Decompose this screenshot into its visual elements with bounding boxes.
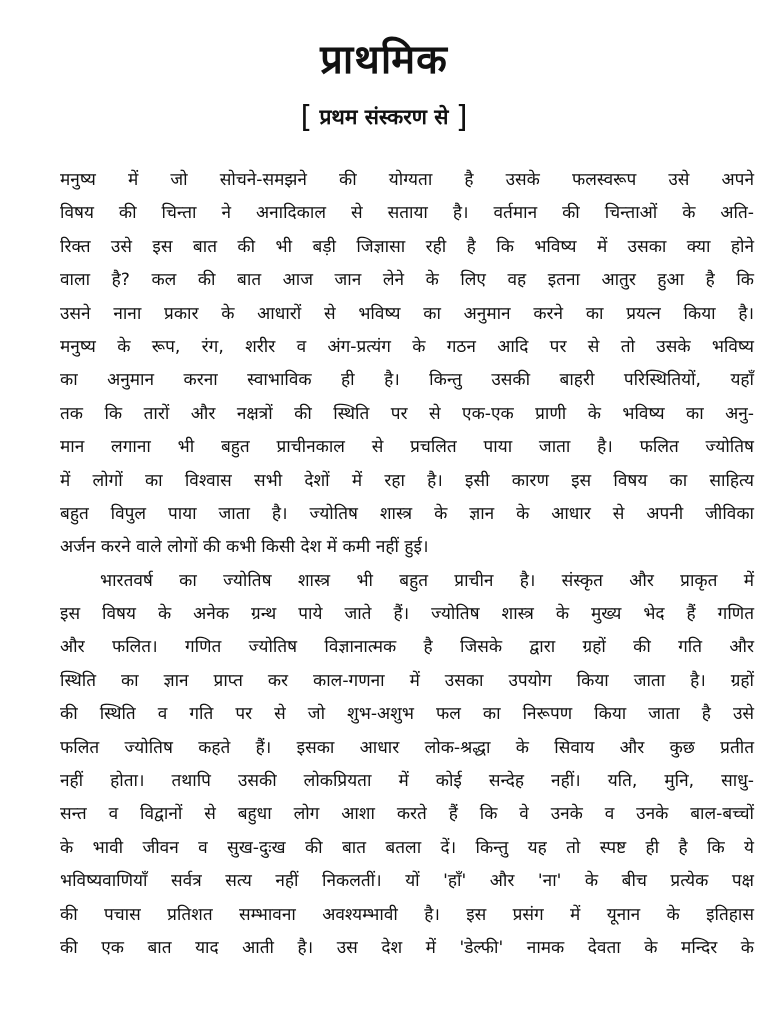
text-line: मनुष्य में जो सोचने-समझने की योग्यता है उसके फलस्वरूप उसे अपने bbox=[60, 170, 754, 190]
text-line: भारतवर्ष का ज्योतिष शास्त्र भी बहुत प्राचीन है। संस्कृत और प्राकृत में bbox=[100, 570, 754, 591]
text-line: के भावी जीवन व सुख-दुःख की बात बतला दें। किन्तु यह तो स्पष्ट ही है कि ये bbox=[60, 837, 754, 858]
text-line: की एक बात याद आती है। उस देश में 'डेल्फी' नामक देवता के मन्दिर के bbox=[60, 937, 754, 958]
text-line: बहुत विपुल पाया जाता है। ज्योतिष शास्त्र के ज्ञान के आधार से अपनी जीविका bbox=[60, 503, 754, 524]
text-line: स्थिति का ज्ञान प्राप्त कर काल-गणना में उसका उपयोग किया जाता है। ग्रहों bbox=[60, 670, 754, 691]
text-line: रिक्त उसे इस बात की भी बड़ी जिज्ञासा रही है कि भविष्य में उसका क्या होने bbox=[60, 236, 754, 257]
page-title: प्राथमिक bbox=[320, 37, 448, 83]
text-line: मनुष्य के रूप, रंग, शरीर व अंग-प्रत्यंग के गठन आदि पर से तो उसके भविष्य bbox=[60, 336, 754, 357]
text-line: उसने नाना प्रकार के आधारों से भविष्य का अनुमान करने का प्रयत्न किया है। bbox=[60, 303, 754, 324]
text-line: में लोगों का विश्वास सभी देशों में रहा है। इसी कारण इस विषय का साहित्य bbox=[60, 470, 754, 491]
text-line: वाला है? कल की बात आज जान लेने के लिए वह इतना आतुर हुआ है कि bbox=[60, 270, 754, 291]
page-subtitle bbox=[0, 100, 768, 135]
text-line: अर्जन करने वाले लोगों की कभी किसी देश में कमी नहीं हुई। bbox=[60, 537, 429, 558]
text-line: फलित ज्योतिष कहते हैं। इसका आधार लोक-श्रद्धा के सिवाय और कुछ प्रतीत bbox=[60, 737, 754, 758]
text-line: तक कि तारों और नक्षत्रों की स्थिति पर से एक-एक प्राणी के भविष्य का अनु- bbox=[60, 403, 754, 424]
bracket-open: [ bbox=[300, 100, 313, 135]
text-line: भविष्यवाणियाँ सर्वत्र सत्य नहीं निकलतीं। यों 'हाँ' और 'ना' के बीच प्रत्येक पक्ष bbox=[60, 871, 754, 892]
text-line: की स्थिति व गति पर से जो शुभ-अशुभ फल का निरूपण किया जाता है उसे bbox=[60, 704, 754, 725]
text-line: की पचास प्रतिशत सम्भावना अवश्यम्भावी है। इस प्रसंग में यूनान के इतिहास bbox=[60, 904, 754, 925]
text-line: का अनुमान करना स्वाभाविक ही है। किन्तु उसकी बाहरी परिस्थितियों, यहाँ bbox=[60, 370, 754, 391]
text-line: नहीं होता। तथापि उसकी लोकप्रियता में कोई सन्देह नहीं। यति, मुनि, साधु- bbox=[60, 771, 754, 792]
text-line: मान लगाना भी बहुत प्राचीनकाल से प्रचलित पाया जाता है। फलित ज्योतिष bbox=[60, 437, 754, 458]
subtitle-text: प्रथम संस्करण से bbox=[319, 105, 449, 129]
text-line: और फलित। गणित ज्योतिष विज्ञानात्मक है जिसके द्वारा ग्रहों की गति और bbox=[60, 637, 754, 658]
text-line: सन्त व विद्वानों से बहुधा लोग आशा करते हैं कि वे उनके व उनके बाल-बच्चों bbox=[60, 804, 754, 825]
bracket-close: ] bbox=[455, 100, 468, 135]
text-line: विषय की चिन्ता ने अनादिकाल से सताया है। वर्तमान की चिन्ताओं के अति- bbox=[60, 203, 754, 224]
body-text bbox=[60, 164, 754, 965]
text-line: इस विषय के अनेक ग्रन्थ पाये जाते हैं। ज्योतिष शास्त्र के मुख्य भेद हैं गणित bbox=[60, 604, 754, 625]
